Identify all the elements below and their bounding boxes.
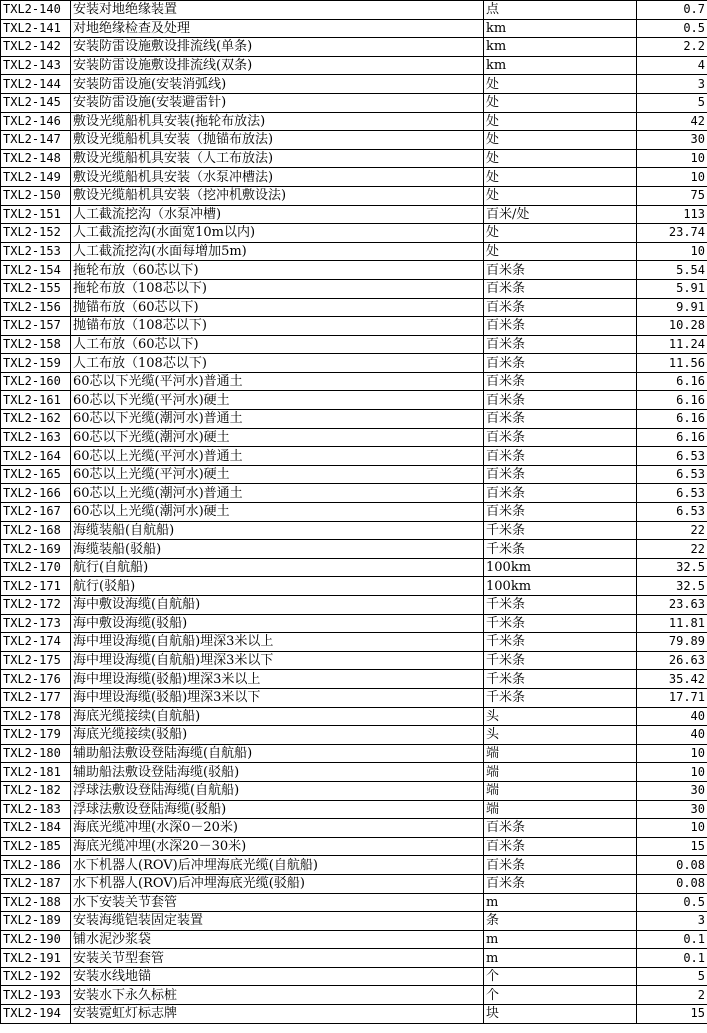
item-name-cell[interactable]: 抛锚布放（108芯以下)	[71, 317, 484, 336]
item-name-cell[interactable]: 60芯以上光缆(潮河水)普通土	[71, 484, 484, 503]
quantity-cell[interactable]: 4	[637, 56, 707, 75]
quantity-cell[interactable]: 40	[637, 726, 707, 745]
quantity-cell[interactable]: 6.53	[637, 503, 707, 522]
quantity-cell[interactable]: 6.16	[637, 428, 707, 447]
table-row	[1, 614, 707, 633]
item-name-cell[interactable]: 安装防雷设施敷设排流线(双条)	[71, 56, 484, 75]
table-row	[1, 837, 707, 856]
quantity-cell[interactable]: 0.5	[637, 19, 707, 38]
unit-cell[interactable]: 百米条	[484, 279, 637, 298]
item-name-cell[interactable]: 安装防雷设施(安装避雷针)	[71, 93, 484, 112]
item-code-cell[interactable]: TXL2-183	[1, 800, 71, 819]
unit-cell[interactable]: 百米条	[484, 317, 637, 336]
item-name-cell[interactable]: 60芯以上光缆(潮河水)硬土	[71, 503, 484, 522]
item-code-cell[interactable]: TXL2-186	[1, 856, 71, 875]
item-code-cell[interactable]: TXL2-151	[1, 205, 71, 224]
item-name-cell[interactable]: 水下机器人(ROV)后冲埋海底光缆(驳船)	[71, 874, 484, 893]
item-name-cell[interactable]: 海中埋设海缆(自航船)埋深3米以下	[71, 651, 484, 670]
item-name-cell[interactable]: 对地绝缘检查及处理	[71, 19, 484, 38]
item-name-cell[interactable]: 海中敷设海缆(自航船)	[71, 596, 484, 615]
item-name-cell[interactable]: 安装防雷设施敷设排流线(单条)	[71, 38, 484, 57]
unit-cell[interactable]: 千米条	[484, 688, 637, 707]
item-code-cell[interactable]: TXL2-194	[1, 1005, 71, 1024]
item-code-cell[interactable]: TXL2-169	[1, 540, 71, 559]
quantity-cell[interactable]: 10	[637, 744, 707, 763]
unit-cell[interactable]: 百米条	[484, 298, 637, 317]
quantity-cell[interactable]: 9.91	[637, 298, 707, 317]
unit-cell[interactable]: 百米/处	[484, 205, 637, 224]
table-row	[1, 391, 707, 410]
item-name-cell[interactable]: 海中埋设海缆(驳船)埋深3米以上	[71, 670, 484, 689]
unit-cell[interactable]: 处	[484, 224, 637, 243]
item-code-cell[interactable]: TXL2-187	[1, 874, 71, 893]
item-code-cell[interactable]: TXL2-156	[1, 298, 71, 317]
unit-cell[interactable]: 百米条	[484, 484, 637, 503]
quantity-cell[interactable]: 79.89	[637, 633, 707, 652]
item-name-cell[interactable]: 安装防雷设施(安装消弧线)	[71, 75, 484, 94]
item-name-cell[interactable]: 海底光缆接续(驳船)	[71, 726, 484, 745]
table-row	[1, 874, 707, 893]
quantity-cell[interactable]: 6.16	[637, 391, 707, 410]
item-name-cell[interactable]: 浮球法敷设登陆海缆(驳船)	[71, 800, 484, 819]
table-row	[1, 93, 707, 112]
table-row	[1, 410, 707, 429]
unit-cell[interactable]: m	[484, 930, 637, 949]
unit-cell[interactable]: 百米条	[484, 447, 637, 466]
quantity-cell[interactable]: 5.91	[637, 279, 707, 298]
table-row	[1, 800, 707, 819]
unit-cell[interactable]: 块	[484, 1005, 637, 1024]
quantity-cell[interactable]: 6.53	[637, 447, 707, 466]
item-name-cell[interactable]: 安装海缆铠装固定装置	[71, 912, 484, 931]
item-code-cell[interactable]: TXL2-171	[1, 577, 71, 596]
unit-cell[interactable]: 处	[484, 168, 637, 187]
item-code-cell[interactable]: TXL2-166	[1, 484, 71, 503]
item-name-cell[interactable]: 60芯以上光缆(平河水)硬土	[71, 465, 484, 484]
item-name-cell[interactable]: 人工截流挖沟（水泵冲槽)	[71, 205, 484, 224]
table-row	[1, 354, 707, 373]
table-row	[1, 224, 707, 243]
item-name-cell[interactable]: 60芯以下光缆(平河水)硬土	[71, 391, 484, 410]
unit-cell[interactable]: 千米条	[484, 651, 637, 670]
unit-cell[interactable]: 百米条	[484, 372, 637, 391]
unit-cell[interactable]: 千米条	[484, 596, 637, 615]
quantity-cell[interactable]: 75	[637, 186, 707, 205]
item-name-cell[interactable]: 安装关节型套管	[71, 949, 484, 968]
unit-cell[interactable]: 百米条	[484, 410, 637, 429]
item-code-cell[interactable]: TXL2-157	[1, 317, 71, 336]
quantity-cell[interactable]: 0.08	[637, 874, 707, 893]
quantity-cell[interactable]: 30	[637, 781, 707, 800]
unit-cell[interactable]: 处	[484, 93, 637, 112]
unit-cell[interactable]: 端	[484, 763, 637, 782]
item-name-cell[interactable]: 抛锚布放（60芯以下)	[71, 298, 484, 317]
unit-cell[interactable]: 处	[484, 186, 637, 205]
quota-table-body	[1, 1, 707, 1024]
unit-cell[interactable]: 百米条	[484, 354, 637, 373]
item-code-cell[interactable]: TXL2-162	[1, 410, 71, 429]
item-code-cell[interactable]: TXL2-161	[1, 391, 71, 410]
item-code-cell[interactable]: TXL2-164	[1, 447, 71, 466]
unit-cell[interactable]: 千米条	[484, 540, 637, 559]
item-name-cell[interactable]: 航行(自航船)	[71, 558, 484, 577]
table-row	[1, 744, 707, 763]
quantity-cell[interactable]: 3	[637, 75, 707, 94]
item-name-cell[interactable]: 人工截流挖沟(水面每增加5m)	[71, 242, 484, 261]
table-row	[1, 949, 707, 968]
item-code-cell[interactable]: TXL2-155	[1, 279, 71, 298]
item-code-cell[interactable]: TXL2-154	[1, 261, 71, 280]
item-code-cell[interactable]: TXL2-144	[1, 75, 71, 94]
item-name-cell[interactable]: 敷设光缆船机具安装(拖轮布放法)	[71, 112, 484, 131]
quantity-cell[interactable]: 10	[637, 819, 707, 838]
unit-cell[interactable]: 端	[484, 781, 637, 800]
item-name-cell[interactable]: 辅助船法敷设登陆海缆(自航船)	[71, 744, 484, 763]
unit-cell[interactable]: 端	[484, 800, 637, 819]
unit-cell[interactable]: m	[484, 893, 637, 912]
unit-cell[interactable]: 百米条	[484, 856, 637, 875]
table-row	[1, 298, 707, 317]
item-name-cell[interactable]: 海缆装船(驳船)	[71, 540, 484, 559]
item-code-cell[interactable]: TXL2-148	[1, 149, 71, 168]
item-name-cell[interactable]: 人工布放（60芯以下)	[71, 335, 484, 354]
quantity-cell[interactable]: 23.74	[637, 224, 707, 243]
quantity-cell[interactable]: 0.7	[637, 1, 707, 20]
table-row	[1, 335, 707, 354]
unit-cell[interactable]: 千米条	[484, 633, 637, 652]
table-row	[1, 168, 707, 187]
table-row	[1, 893, 707, 912]
quantity-cell[interactable]: 32.5	[637, 577, 707, 596]
item-name-cell[interactable]: 敷设光缆船机具安装（抛锚布放法)	[71, 131, 484, 150]
quantity-cell[interactable]: 0.08	[637, 856, 707, 875]
item-name-cell[interactable]: 铺水泥沙浆袋	[71, 930, 484, 949]
item-code-cell[interactable]: TXL2-146	[1, 112, 71, 131]
item-code-cell[interactable]: TXL2-182	[1, 781, 71, 800]
quantity-cell[interactable]: 6.53	[637, 484, 707, 503]
table-row	[1, 428, 707, 447]
item-name-cell[interactable]: 海底光缆冲埋(水深0－20米)	[71, 819, 484, 838]
table-row	[1, 912, 707, 931]
quantity-cell[interactable]: 5	[637, 967, 707, 986]
item-code-cell[interactable]: TXL2-168	[1, 521, 71, 540]
unit-cell[interactable]: 百米条	[484, 819, 637, 838]
quantity-cell[interactable]: 15	[637, 837, 707, 856]
item-code-cell[interactable]: TXL2-188	[1, 893, 71, 912]
item-code-cell[interactable]: TXL2-174	[1, 633, 71, 652]
item-code-cell[interactable]: TXL2-152	[1, 224, 71, 243]
unit-cell[interactable]: 点	[484, 1, 637, 20]
quantity-cell[interactable]: 0.1	[637, 930, 707, 949]
quantity-cell[interactable]: 10	[637, 149, 707, 168]
quantity-cell[interactable]: 0.5	[637, 893, 707, 912]
table-row	[1, 149, 707, 168]
table-row	[1, 1, 707, 20]
item-code-cell[interactable]: TXL2-149	[1, 168, 71, 187]
quantity-cell[interactable]: 10	[637, 763, 707, 782]
quantity-cell[interactable]: 5.54	[637, 261, 707, 280]
item-code-cell[interactable]: TXL2-172	[1, 596, 71, 615]
item-name-cell[interactable]: 辅助船法敷设登陆海缆(驳船)	[71, 763, 484, 782]
item-name-cell[interactable]: 安装对地绝缘装置	[71, 1, 484, 20]
quantity-cell[interactable]: 30	[637, 800, 707, 819]
item-name-cell[interactable]: 人工截流挖沟(水面宽10m以内)	[71, 224, 484, 243]
item-code-cell[interactable]: TXL2-165	[1, 465, 71, 484]
table-row	[1, 651, 707, 670]
unit-cell[interactable]: 百米条	[484, 465, 637, 484]
unit-cell[interactable]: 千米条	[484, 614, 637, 633]
quantity-cell[interactable]: 113	[637, 205, 707, 224]
item-name-cell[interactable]: 60芯以下光缆(潮河水)普通土	[71, 410, 484, 429]
table-row	[1, 242, 707, 261]
item-code-cell[interactable]: TXL2-170	[1, 558, 71, 577]
unit-cell[interactable]: 千米条	[484, 521, 637, 540]
quantity-cell[interactable]: 2	[637, 986, 707, 1005]
item-code-cell[interactable]: TXL2-179	[1, 726, 71, 745]
item-code-cell[interactable]: TXL2-141	[1, 19, 71, 38]
unit-cell[interactable]: 100km	[484, 558, 637, 577]
unit-cell[interactable]: 百米条	[484, 503, 637, 522]
table-row	[1, 131, 707, 150]
unit-cell[interactable]: 100km	[484, 577, 637, 596]
item-code-cell[interactable]: TXL2-181	[1, 763, 71, 782]
quantity-cell[interactable]: 42	[637, 112, 707, 131]
quantity-cell[interactable]: 15	[637, 1005, 707, 1024]
table-row	[1, 484, 707, 503]
table-row	[1, 317, 707, 336]
table-row	[1, 1005, 707, 1024]
table-row	[1, 521, 707, 540]
table-row	[1, 596, 707, 615]
item-code-cell[interactable]: TXL2-145	[1, 93, 71, 112]
table-row	[1, 763, 707, 782]
table-row	[1, 186, 707, 205]
item-name-cell[interactable]: 敷设光缆船机具安装（人工布放法)	[71, 149, 484, 168]
table-row	[1, 781, 707, 800]
table-row	[1, 707, 707, 726]
table-row	[1, 688, 707, 707]
table-row	[1, 261, 707, 280]
item-name-cell[interactable]: 航行(驳船)	[71, 577, 484, 596]
item-code-cell[interactable]: TXL2-153	[1, 242, 71, 261]
item-code-cell[interactable]: TXL2-193	[1, 986, 71, 1005]
table-row	[1, 930, 707, 949]
item-code-cell[interactable]: TXL2-147	[1, 131, 71, 150]
item-name-cell[interactable]: 拖轮布放（60芯以下)	[71, 261, 484, 280]
item-code-cell[interactable]: TXL2-190	[1, 930, 71, 949]
item-code-cell[interactable]: TXL2-177	[1, 688, 71, 707]
item-code-cell[interactable]: TXL2-140	[1, 1, 71, 20]
unit-cell[interactable]: 处	[484, 75, 637, 94]
quantity-cell[interactable]: 11.81	[637, 614, 707, 633]
quantity-cell[interactable]: 17.71	[637, 688, 707, 707]
unit-cell[interactable]: 个	[484, 967, 637, 986]
item-code-cell[interactable]: TXL2-175	[1, 651, 71, 670]
item-code-cell[interactable]: TXL2-150	[1, 186, 71, 205]
item-name-cell[interactable]: 海中敷设海缆(驳船)	[71, 614, 484, 633]
quantity-cell[interactable]: 3	[637, 912, 707, 931]
unit-cell[interactable]: 处	[484, 131, 637, 150]
quantity-cell[interactable]: 6.53	[637, 465, 707, 484]
item-code-cell[interactable]: TXL2-180	[1, 744, 71, 763]
table-row	[1, 986, 707, 1005]
unit-cell[interactable]: m	[484, 949, 637, 968]
table-row	[1, 856, 707, 875]
table-row	[1, 577, 707, 596]
quantity-cell[interactable]: 2.2	[637, 38, 707, 57]
table-row	[1, 205, 707, 224]
table-row	[1, 112, 707, 131]
unit-cell[interactable]: 百米条	[484, 428, 637, 447]
table-row	[1, 19, 707, 38]
table-row	[1, 56, 707, 75]
unit-cell[interactable]: 处	[484, 242, 637, 261]
table-row	[1, 372, 707, 391]
unit-cell[interactable]: 处	[484, 112, 637, 131]
item-name-cell[interactable]: 60芯以下光缆(潮河水)硬土	[71, 428, 484, 447]
unit-cell[interactable]: 条	[484, 912, 637, 931]
item-name-cell[interactable]: 海底光缆冲埋(水深20－30米)	[71, 837, 484, 856]
quantity-cell[interactable]: 10	[637, 168, 707, 187]
unit-cell[interactable]: km	[484, 38, 637, 57]
table-row	[1, 279, 707, 298]
quantity-cell[interactable]: 40	[637, 707, 707, 726]
item-name-cell[interactable]: 人工布放（108芯以下)	[71, 354, 484, 373]
item-code-cell[interactable]: TXL2-173	[1, 614, 71, 633]
quantity-cell[interactable]: 35.42	[637, 670, 707, 689]
quantity-cell[interactable]: 10.28	[637, 317, 707, 336]
quantity-cell[interactable]: 6.16	[637, 410, 707, 429]
item-name-cell[interactable]: 拖轮布放（108芯以下)	[71, 279, 484, 298]
quantity-cell[interactable]: 0.1	[637, 949, 707, 968]
quantity-cell[interactable]: 11.24	[637, 335, 707, 354]
item-code-cell[interactable]: TXL2-143	[1, 56, 71, 75]
unit-cell[interactable]: 头	[484, 707, 637, 726]
unit-cell[interactable]: 处	[484, 149, 637, 168]
quantity-cell[interactable]: 10	[637, 242, 707, 261]
quantity-cell[interactable]: 26.63	[637, 651, 707, 670]
unit-cell[interactable]: 端	[484, 744, 637, 763]
table-row	[1, 726, 707, 745]
unit-cell[interactable]: 百米条	[484, 837, 637, 856]
item-name-cell[interactable]: 水下机器人(ROV)后冲埋海底光缆(自航船)	[71, 856, 484, 875]
table-row	[1, 540, 707, 559]
item-code-cell[interactable]: TXL2-142	[1, 38, 71, 57]
item-code-cell[interactable]: TXL2-176	[1, 670, 71, 689]
unit-cell[interactable]: 百米条	[484, 335, 637, 354]
unit-cell[interactable]: 个	[484, 986, 637, 1005]
item-code-cell[interactable]: TXL2-184	[1, 819, 71, 838]
unit-cell[interactable]: 百米条	[484, 391, 637, 410]
unit-cell[interactable]: 千米条	[484, 670, 637, 689]
table-row	[1, 558, 707, 577]
quantity-cell[interactable]: 32.5	[637, 558, 707, 577]
table-row	[1, 819, 707, 838]
item-name-cell[interactable]: 敷设光缆船机具安装（挖冲机敷设法)	[71, 186, 484, 205]
quantity-cell[interactable]: 22	[637, 540, 707, 559]
item-code-cell[interactable]: TXL2-185	[1, 837, 71, 856]
unit-cell[interactable]: 头	[484, 726, 637, 745]
table-row	[1, 447, 707, 466]
table-row	[1, 967, 707, 986]
item-name-cell[interactable]: 安装水线地锚	[71, 967, 484, 986]
item-code-cell[interactable]: TXL2-158	[1, 335, 71, 354]
table-row	[1, 503, 707, 522]
item-name-cell[interactable]: 60芯以上光缆(平河水)普通土	[71, 447, 484, 466]
item-code-cell[interactable]: TXL2-189	[1, 912, 71, 931]
quantity-cell[interactable]: 5	[637, 93, 707, 112]
unit-cell[interactable]: km	[484, 56, 637, 75]
item-code-cell[interactable]: TXL2-159	[1, 354, 71, 373]
item-name-cell[interactable]: 浮球法敷设登陆海缆(自航船)	[71, 781, 484, 800]
table-row	[1, 38, 707, 57]
item-name-cell[interactable]: 60芯以下光缆(平河水)普通土	[71, 372, 484, 391]
quantity-cell[interactable]: 6.16	[637, 372, 707, 391]
unit-cell[interactable]: 百米条	[484, 874, 637, 893]
item-name-cell[interactable]: 海中埋设海缆(驳船)埋深3米以下	[71, 688, 484, 707]
item-name-cell[interactable]: 海中埋设海缆(自航船)埋深3米以上	[71, 633, 484, 652]
table-row	[1, 633, 707, 652]
item-code-cell[interactable]: TXL2-178	[1, 707, 71, 726]
item-name-cell[interactable]: 安装霓虹灯标志牌	[71, 1005, 484, 1024]
quantity-cell[interactable]: 30	[637, 131, 707, 150]
unit-cell[interactable]: km	[484, 19, 637, 38]
quantity-cell[interactable]: 22	[637, 521, 707, 540]
item-name-cell[interactable]: 海缆装船(自航船)	[71, 521, 484, 540]
table-row	[1, 75, 707, 94]
quantity-cell[interactable]: 11.56	[637, 354, 707, 373]
item-name-cell[interactable]: 海底光缆接续(自航船)	[71, 707, 484, 726]
table-row	[1, 465, 707, 484]
item-code-cell[interactable]: TXL2-167	[1, 503, 71, 522]
unit-cell[interactable]: 百米条	[484, 261, 637, 280]
item-code-cell[interactable]: TXL2-160	[1, 372, 71, 391]
item-code-cell[interactable]: TXL2-192	[1, 967, 71, 986]
item-name-cell[interactable]: 敷设光缆船机具安装（水泵冲槽法)	[71, 168, 484, 187]
item-name-cell[interactable]: 水下安装关节套管	[71, 893, 484, 912]
item-name-cell[interactable]: 安装水下永久标桩	[71, 986, 484, 1005]
item-code-cell[interactable]: TXL2-191	[1, 949, 71, 968]
quantity-cell[interactable]: 23.63	[637, 596, 707, 615]
item-code-cell[interactable]: TXL2-163	[1, 428, 71, 447]
table-row	[1, 670, 707, 689]
